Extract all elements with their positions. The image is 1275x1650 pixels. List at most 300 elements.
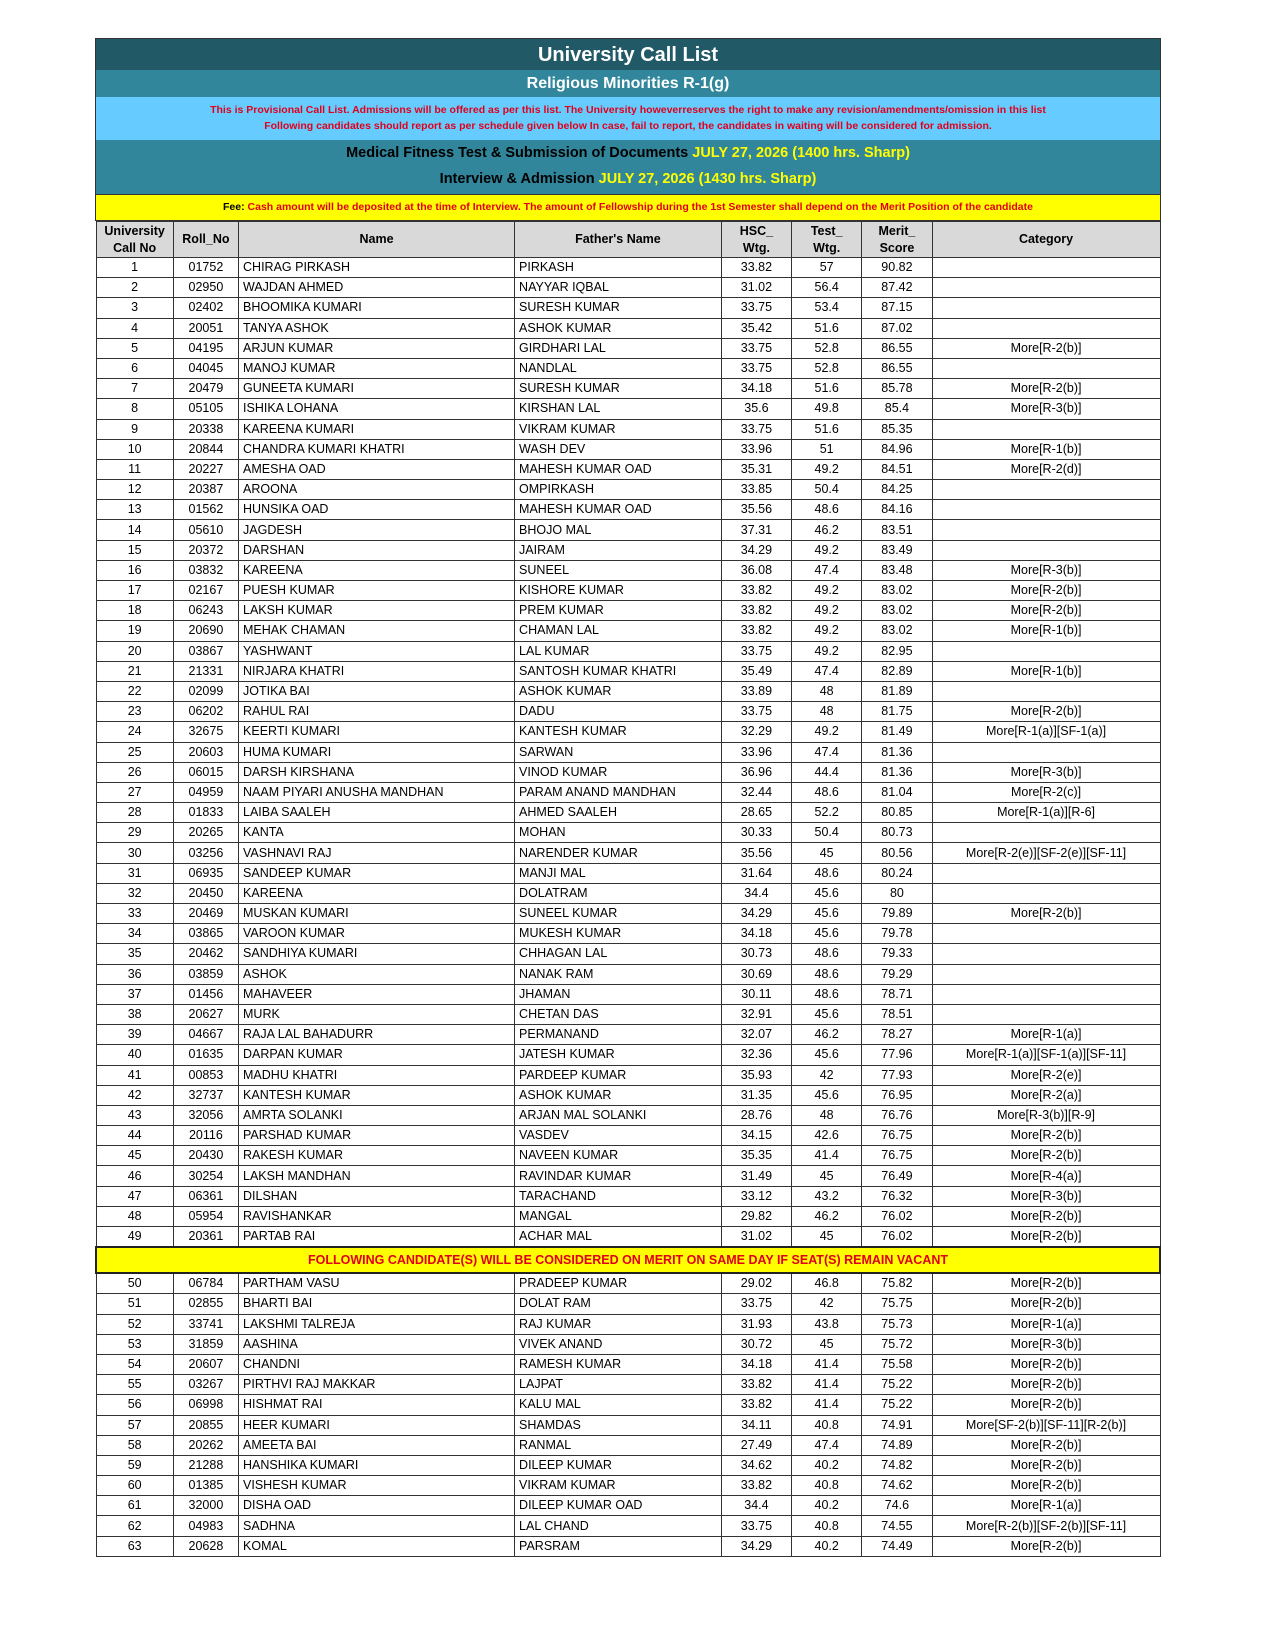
cell-call-no: 57 [96,1415,173,1435]
cell-call-no: 22 [96,681,173,701]
cell-test-wtg: 41.4 [792,1375,862,1395]
cell-call-no: 39 [96,1025,173,1045]
cell-roll-no: 04195 [173,338,238,358]
cell-category: More[R-1(a)] [932,1496,1160,1516]
cell-father-name: SUNEEL [515,560,722,580]
table-row [96,823,1160,843]
cell-merit-score: 90.82 [862,258,932,278]
cell-hsc-wtg: 34.11 [721,1415,791,1435]
page-subtitle: Religious Minorities R-1(g) [95,70,1161,97]
cell-hsc-wtg: 28.65 [721,803,791,823]
cell-call-no: 26 [96,762,173,782]
cell-category: More[R-2(b)] [932,1455,1160,1475]
cell-father-name: PARAM ANAND MANDHAN [515,782,722,802]
cell-merit-score: 81.75 [862,702,932,722]
cell-father-name: NAVEEN KUMAR [515,1146,722,1166]
cell-call-no: 49 [96,1227,173,1248]
cell-merit-score: 76.32 [862,1186,932,1206]
cell-test-wtg: 46.2 [792,520,862,540]
cell-name: BHARTI BAI [239,1294,515,1314]
cell-test-wtg: 48.6 [792,782,862,802]
cell-call-no: 62 [96,1516,173,1536]
cell-merit-score: 78.51 [862,1004,932,1024]
cell-father-name: OMPIRKASH [515,480,722,500]
cell-merit-score: 84.25 [862,480,932,500]
cell-call-no: 35 [96,944,173,964]
cell-category: More[R-1(a)][SF-1(a)][SF-11] [932,1045,1160,1065]
table-row [96,1455,1160,1475]
cell-merit-score: 76.95 [862,1085,932,1105]
cell-category: More[R-1(b)] [932,621,1160,641]
cell-father-name: DOLATRAM [515,883,722,903]
cell-merit-score: 74.91 [862,1415,932,1435]
cell-hsc-wtg: 32.36 [721,1045,791,1065]
fee-label: Fee: [223,201,245,213]
cell-call-no: 61 [96,1496,173,1516]
cell-hsc-wtg: 32.07 [721,1025,791,1045]
table-row [96,1126,1160,1146]
cell-merit-score: 74.49 [862,1536,932,1556]
cell-roll-no: 01752 [173,258,238,278]
cell-category [932,278,1160,298]
cell-call-no: 8 [96,399,173,419]
table-row [96,1166,1160,1186]
cell-merit-score: 75.72 [862,1334,932,1354]
cell-father-name: NANDLAL [515,358,722,378]
cell-hsc-wtg: 33.82 [721,621,791,641]
table-row [96,581,1160,601]
cell-hsc-wtg: 33.96 [721,439,791,459]
cell-category: More[R-2(b)] [932,1227,1160,1248]
cell-test-wtg: 53.4 [792,298,862,318]
cell-roll-no: 01456 [173,984,238,1004]
medical-schedule [95,140,1161,167]
cell-category: More[R-2(b)] [932,1206,1160,1226]
table-row [96,1025,1160,1045]
table-header-row [96,222,1160,258]
cell-merit-score: 76.02 [862,1227,932,1248]
cell-father-name: ASHOK KUMAR [515,318,722,338]
cell-father-name: VASDEV [515,1126,722,1146]
col-father-name: Father's Name [515,222,722,258]
table-row [96,399,1160,419]
cell-hsc-wtg: 33.75 [721,358,791,378]
cell-merit-score: 78.71 [862,984,932,1004]
cell-merit-score: 85.78 [862,379,932,399]
cell-roll-no: 20603 [173,742,238,762]
cell-hsc-wtg: 31.49 [721,1166,791,1186]
cell-category: More[R-2(e)][SF-2(e)][SF-11] [932,843,1160,863]
table-row [96,419,1160,439]
table-row [96,540,1160,560]
cell-father-name: RAJ KUMAR [515,1314,722,1334]
cell-father-name: ACHAR MAL [515,1227,722,1248]
cell-merit-score: 82.89 [862,661,932,681]
table-row [96,1065,1160,1085]
cell-category [932,358,1160,378]
cell-category: More[R-2(b)] [932,1476,1160,1496]
cell-call-no: 40 [96,1045,173,1065]
cell-category: More[SF-2(b)][SF-11][R-2(b)] [932,1415,1160,1435]
cell-call-no: 4 [96,318,173,338]
cell-call-no: 27 [96,782,173,802]
cell-name: DISHA OAD [239,1496,515,1516]
cell-category: More[R-1(b)] [932,661,1160,681]
cell-hsc-wtg: 32.44 [721,782,791,802]
cell-call-no: 32 [96,883,173,903]
cell-roll-no: 20628 [173,1536,238,1556]
cell-merit-score: 87.02 [862,318,932,338]
cell-call-no: 55 [96,1375,173,1395]
table-row [96,1294,1160,1314]
cell-father-name: LAL KUMAR [515,641,722,661]
cell-name: NIRJARA KHATRI [239,661,515,681]
waiting-notice: FOLLOWING CANDIDATE(S) WILL BE CONSIDERED ON MERIT ON SAME DAY IF SEAT(S) REMAIN VACANT [96,1247,1160,1273]
cell-name: AMEETA BAI [239,1435,515,1455]
cell-hsc-wtg: 34.18 [721,1354,791,1374]
cell-roll-no: 21288 [173,1455,238,1475]
cell-name: ARJUN KUMAR [239,338,515,358]
cell-name: SANDEEP KUMAR [239,863,515,883]
col-hsc-wtg: HSC_ Wtg. [721,222,791,258]
notice-line-2: Following candidates should report as per schedule given below In case, fail to report, the candidates in waiting will be considered for admission. [264,120,992,132]
cell-merit-score: 79.89 [862,904,932,924]
cell-category [932,883,1160,903]
cell-test-wtg: 41.4 [792,1354,862,1374]
cell-roll-no: 20051 [173,318,238,338]
cell-hsc-wtg: 31.02 [721,278,791,298]
provisional-notice [95,97,1161,140]
cell-test-wtg: 45 [792,1166,862,1186]
table-row [96,1146,1160,1166]
cell-name: MADHU KHATRI [239,1065,515,1085]
cell-name: DARPAN KUMAR [239,1045,515,1065]
cell-roll-no: 01635 [173,1045,238,1065]
cell-name: SADHNA [239,1516,515,1536]
cell-category: More[R-2(a)] [932,1085,1160,1105]
cell-category [932,742,1160,762]
cell-merit-score: 83.51 [862,520,932,540]
cell-name: NAAM PIYARI ANUSHA MANDHAN [239,782,515,802]
cell-test-wtg: 43.2 [792,1186,862,1206]
cell-father-name: JATESH KUMAR [515,1045,722,1065]
table-row [96,480,1160,500]
cell-test-wtg: 45 [792,843,862,863]
table-row [96,1435,1160,1455]
cell-father-name: GIRDHARI LAL [515,338,722,358]
cell-category [932,944,1160,964]
cell-name: MEHAK CHAMAN [239,621,515,641]
cell-call-no: 28 [96,803,173,823]
cell-hsc-wtg: 31.02 [721,1227,791,1248]
cell-category: More[R-3(b)] [932,399,1160,419]
col-test-wtg: Test_ Wtg. [792,222,862,258]
cell-test-wtg: 49.2 [792,581,862,601]
cell-category: More[R-2(b)] [932,1435,1160,1455]
cell-merit-score: 80.73 [862,823,932,843]
col-call-no: University Call No [96,222,173,258]
cell-category: More[R-2(e)] [932,1065,1160,1085]
cell-father-name: KIRSHAN LAL [515,399,722,419]
cell-test-wtg: 42 [792,1294,862,1314]
cell-category: More[R-2(b)] [932,1146,1160,1166]
cell-test-wtg: 49.2 [792,601,862,621]
cell-roll-no: 20844 [173,439,238,459]
cell-hsc-wtg: 30.33 [721,823,791,843]
cell-call-no: 23 [96,702,173,722]
cell-call-no: 20 [96,641,173,661]
cell-merit-score: 81.89 [862,681,932,701]
cell-call-no: 19 [96,621,173,641]
cell-merit-score: 76.02 [862,1206,932,1226]
cell-father-name: MAHESH KUMAR OAD [515,500,722,520]
cell-hsc-wtg: 33.75 [721,338,791,358]
cell-category: More[R-2(d)] [932,459,1160,479]
cell-roll-no: 20387 [173,480,238,500]
cell-father-name: CHAMAN LAL [515,621,722,641]
cell-test-wtg: 46.2 [792,1206,862,1226]
cell-hsc-wtg: 33.75 [721,1516,791,1536]
cell-name: HUMA KUMARI [239,742,515,762]
cell-roll-no: 20479 [173,379,238,399]
cell-test-wtg: 40.2 [792,1536,862,1556]
cell-father-name: RAVINDAR KUMAR [515,1166,722,1186]
cell-father-name: VINOD KUMAR [515,762,722,782]
table-row [96,298,1160,318]
cell-test-wtg: 41.4 [792,1146,862,1166]
cell-roll-no: 20372 [173,540,238,560]
cell-hsc-wtg: 33.82 [721,1476,791,1496]
cell-call-no: 1 [96,258,173,278]
table-row [96,1186,1160,1206]
table-row [96,459,1160,479]
cell-hsc-wtg: 33.82 [721,601,791,621]
cell-roll-no: 32737 [173,1085,238,1105]
cell-father-name: SHAMDAS [515,1415,722,1435]
cell-roll-no: 05610 [173,520,238,540]
cell-test-wtg: 51 [792,439,862,459]
cell-category: More[R-3(b)][R-9] [932,1105,1160,1125]
table-row [96,1536,1160,1556]
cell-merit-score: 75.22 [862,1395,932,1415]
cell-roll-no: 20855 [173,1415,238,1435]
cell-merit-score: 79.29 [862,964,932,984]
cell-father-name: PREM KUMAR [515,601,722,621]
cell-category: More[R-2(b)] [932,601,1160,621]
cell-call-no: 31 [96,863,173,883]
table-row [96,1496,1160,1516]
cell-category [932,318,1160,338]
cell-test-wtg: 42 [792,1065,862,1085]
cell-call-no: 60 [96,1476,173,1496]
cell-name: JOTIKA BAI [239,681,515,701]
cell-call-no: 41 [96,1065,173,1085]
cell-test-wtg: 51.6 [792,318,862,338]
cell-merit-score: 84.51 [862,459,932,479]
cell-merit-score: 81.49 [862,722,932,742]
medical-date: JULY 27, 2026 (1400 hrs. Sharp) [692,145,910,161]
cell-category [932,1004,1160,1024]
cell-hsc-wtg: 35.31 [721,459,791,479]
cell-father-name: DILEEP KUMAR [515,1455,722,1475]
cell-father-name: MAHESH KUMAR OAD [515,459,722,479]
cell-call-no: 3 [96,298,173,318]
cell-name: RAHUL RAI [239,702,515,722]
cell-merit-score: 79.78 [862,924,932,944]
cell-test-wtg: 56.4 [792,278,862,298]
cell-merit-score: 74.89 [862,1435,932,1455]
cell-call-no: 46 [96,1166,173,1186]
table-row [96,1273,1160,1294]
cell-hsc-wtg: 27.49 [721,1435,791,1455]
cell-category: More[R-2(b)] [932,1294,1160,1314]
cell-hsc-wtg: 35.35 [721,1146,791,1166]
call-list-sheet [95,38,1161,1557]
table-row [96,601,1160,621]
cell-test-wtg: 50.4 [792,823,862,843]
cell-name: MAHAVEER [239,984,515,1004]
cell-roll-no: 32000 [173,1496,238,1516]
cell-roll-no: 20462 [173,944,238,964]
cell-hsc-wtg: 28.76 [721,1105,791,1125]
cell-call-no: 36 [96,964,173,984]
cell-category: More[R-2(b)] [932,581,1160,601]
cell-hsc-wtg: 31.93 [721,1314,791,1334]
cell-call-no: 15 [96,540,173,560]
cell-merit-score: 81.04 [862,782,932,802]
table-row [96,964,1160,984]
cell-test-wtg: 50.4 [792,480,862,500]
cell-category: More[R-2(b)] [932,1354,1160,1374]
cell-category [932,964,1160,984]
cell-name: LAKSH KUMAR [239,601,515,621]
cell-category [932,258,1160,278]
cell-call-no: 12 [96,480,173,500]
cell-category: More[R-4(a)] [932,1166,1160,1186]
cell-call-no: 33 [96,904,173,924]
table-row [96,1045,1160,1065]
cell-hsc-wtg: 34.15 [721,1126,791,1146]
cell-call-no: 38 [96,1004,173,1024]
cell-merit-score: 74.6 [862,1496,932,1516]
cell-merit-score: 81.36 [862,762,932,782]
table-row [96,742,1160,762]
cell-roll-no: 04667 [173,1025,238,1045]
cell-roll-no: 06361 [173,1186,238,1206]
cell-name: GUNEETA KUMARI [239,379,515,399]
cell-roll-no: 20450 [173,883,238,903]
cell-father-name: ARJAN MAL SOLANKI [515,1105,722,1125]
cell-merit-score: 75.73 [862,1314,932,1334]
cell-category: More[R-2(b)] [932,1395,1160,1415]
cell-test-wtg: 52.2 [792,803,862,823]
cell-hsc-wtg: 36.08 [721,560,791,580]
cell-father-name: MANGAL [515,1206,722,1226]
cell-father-name: KALU MAL [515,1395,722,1415]
cell-test-wtg: 49.2 [792,722,862,742]
cell-call-no: 24 [96,722,173,742]
table-row [96,1105,1160,1125]
cell-category: More[R-2(b)] [932,338,1160,358]
cell-father-name: CHETAN DAS [515,1004,722,1024]
cell-hsc-wtg: 33.75 [721,702,791,722]
cell-roll-no: 02855 [173,1294,238,1314]
cell-roll-no: 20262 [173,1435,238,1455]
cell-roll-no: 20607 [173,1354,238,1374]
cell-hsc-wtg: 33.82 [721,1375,791,1395]
cell-roll-no: 03256 [173,843,238,863]
cell-roll-no: 03832 [173,560,238,580]
table-row [96,803,1160,823]
cell-name: LAKSHMI TALREJA [239,1314,515,1334]
cell-roll-no: 04045 [173,358,238,378]
cell-merit-score: 77.96 [862,1045,932,1065]
cell-merit-score: 79.33 [862,944,932,964]
cell-name: AROONA [239,480,515,500]
cell-test-wtg: 45 [792,1227,862,1248]
cell-roll-no: 05105 [173,399,238,419]
cell-test-wtg: 41.4 [792,1395,862,1415]
cell-test-wtg: 48.6 [792,863,862,883]
cell-father-name: SANTOSH KUMAR KHATRI [515,661,722,681]
cell-hsc-wtg: 33.75 [721,1294,791,1314]
cell-name: TANYA ASHOK [239,318,515,338]
table-row [96,258,1160,278]
cell-category: More[R-3(b)] [932,762,1160,782]
cell-merit-score: 76.76 [862,1105,932,1125]
table-row [96,681,1160,701]
cell-merit-score: 74.82 [862,1455,932,1475]
cell-merit-score: 83.02 [862,621,932,641]
cell-test-wtg: 42.6 [792,1126,862,1146]
cell-name: AMESHA OAD [239,459,515,479]
cell-merit-score: 75.82 [862,1273,932,1294]
col-name: Name [239,222,515,258]
cell-name: CHANDRA KUMARI KHATRI [239,439,515,459]
cell-call-no: 47 [96,1186,173,1206]
cell-category [932,540,1160,560]
cell-roll-no: 06202 [173,702,238,722]
table-row [96,1415,1160,1435]
table-row [96,338,1160,358]
cell-hsc-wtg: 33.96 [721,742,791,762]
cell-category: More[R-2(b)] [932,1536,1160,1556]
cell-call-no: 63 [96,1536,173,1556]
cell-father-name: MOHAN [515,823,722,843]
table-row [96,924,1160,944]
table-row [96,722,1160,742]
cell-category: More[R-2(b)] [932,1375,1160,1395]
cell-merit-score: 83.02 [862,581,932,601]
cell-roll-no: 20690 [173,621,238,641]
cell-name: DARSHAN [239,540,515,560]
cell-category: More[R-3(b)] [932,1334,1160,1354]
cell-merit-score: 84.16 [862,500,932,520]
cell-test-wtg: 48 [792,681,862,701]
cell-category: More[R-2(c)] [932,782,1160,802]
cell-category: More[R-1(a)] [932,1025,1160,1045]
cell-father-name: DOLAT RAM [515,1294,722,1314]
cell-merit-score: 86.55 [862,338,932,358]
table-row [96,1004,1160,1024]
cell-call-no: 29 [96,823,173,843]
cell-test-wtg: 47.4 [792,742,862,762]
cell-father-name: MANJI MAL [515,863,722,883]
cell-test-wtg: 49.2 [792,621,862,641]
cell-hsc-wtg: 34.29 [721,1536,791,1556]
cell-hsc-wtg: 30.72 [721,1334,791,1354]
cell-hsc-wtg: 33.82 [721,258,791,278]
